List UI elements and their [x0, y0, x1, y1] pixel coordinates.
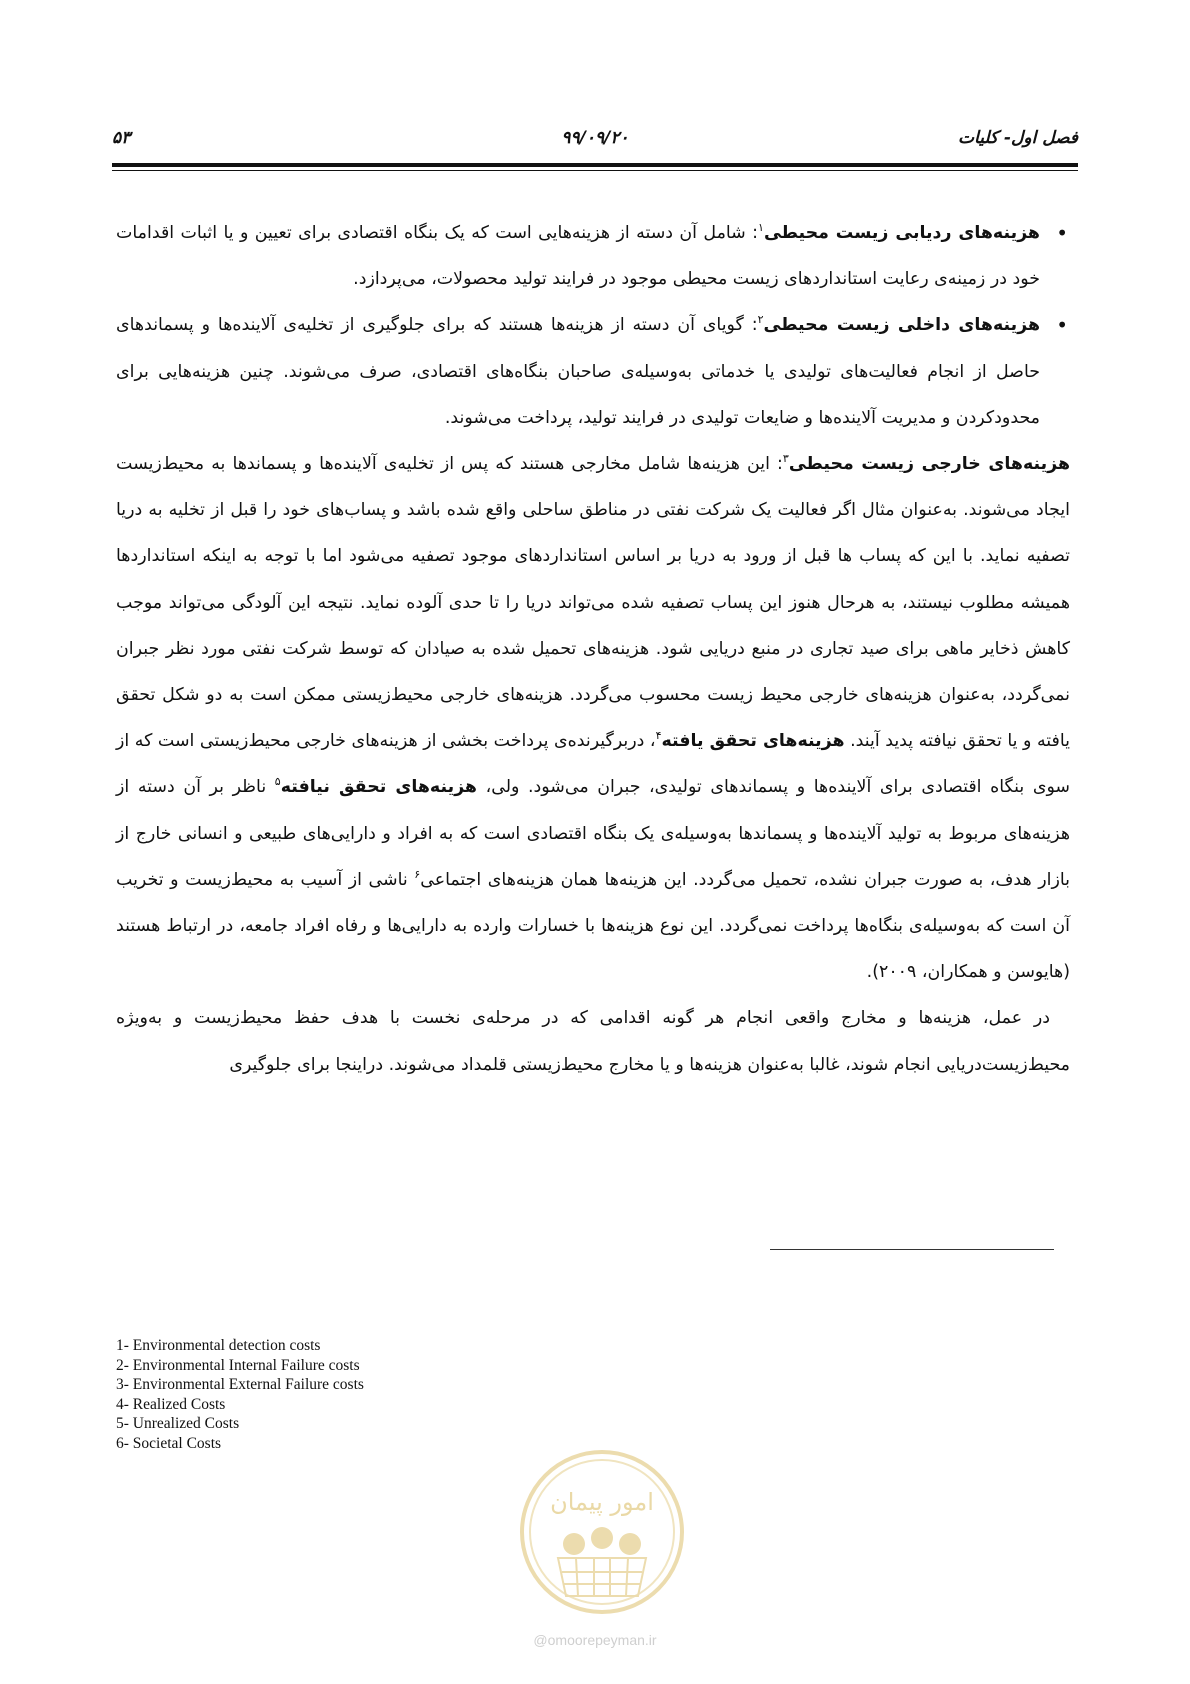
watermark-text: @omoorepeyman.ir: [533, 1632, 657, 1648]
chapter-title: فصل اول- کلیات: [958, 128, 1078, 148]
footnote-ref: ۴: [655, 729, 662, 743]
footnote-item: 6- Societal Costs: [116, 1434, 222, 1452]
bullet-text: : شامل آن دسته از هزینه‌هایی است که یک بنگاه اقتصادی برای تعیین و یا اثبات اقدامات خود در زمینه‌ی رعایت استانداردهای زیست محیطی موجود در فرایند تولید محصولات، می‌پردازد.: [116, 223, 1040, 290]
footnote-separator: [770, 1249, 1054, 1250]
term-external-costs: هزینه‌های خارجی زیست محیطی: [788, 454, 1071, 475]
footnote-item: 3- Environmental External Failure costs: [116, 1376, 364, 1394]
paragraph-external-costs: [116, 441, 1070, 995]
footnote-item: 2- Environmental Internal Failure costs: [116, 1356, 360, 1374]
footnote-ref: ۳: [782, 452, 789, 466]
body-text: [116, 210, 1070, 1088]
footnote-ref: ۶: [414, 868, 421, 882]
footnote-item: 1- Environmental detection costs: [116, 1337, 321, 1354]
paragraph-text: ناظر بر آن دسته از هزینه‌های مربوط به تولید آلاینده‌ها و پسماندها به‌وسیله‌ی یک بنگاه اقتصادی است که به افراد و دارایی‌های طبیعی و انسانی خارج از بازار هدف، به صورت جبران نشده، تحمیل می‌گردد. این هزینه‌ها همان هزینه‌های اجتماعی: [116, 777, 1070, 890]
header-rule-thick: [112, 163, 1078, 167]
footnotes: [116, 1336, 364, 1454]
footnote-ref: ۲: [757, 313, 764, 327]
term-unrealized-costs: هزینه‌های تحقق نیافته: [280, 777, 477, 798]
header-rule-thin: [112, 170, 1078, 171]
paragraph-text: : این هزینه‌ها شامل مخارجی هستند که پس از تخلیه‌ی آلاینده‌ها و پسماندها به محیط‌زیست ایجاد می‌شوند. به‌عنوان مثال اگر فعالیت یک شرکت نفتی در مناطق ساحلی واقع شده باشد و پساب‌های خود را قبل از تخلیه به دریا تصفیه نماید. با این که پساب ها قبل از ورود به دریا بر اساس استانداردهای موجود تصفیه می‌شود اما با توجه به اینکه استانداردها همیشه مطلوب نیستند، به هرحال هنوز این پساب تصفیه شده می‌تواند دریا را تا حدی آلوده نماید. نتیجه این آلودگی می‌تواند موجب کاهش ذخایر ماهی برای صید تجاری در منبع دریایی شود. هزینه‌های تحمیل شده به صیادان که توسط شرکت نفتی مورد نظر جبران نمی‌گردد، به‌عنوان هزینه‌های خارجی محیط زیست محسوب می‌گردد. هزینه‌های خارجی محیط‌زیستی ممکن است به دو شکل تحقق یافته و یا تحقق نیافته پدید آیند.: [116, 454, 1071, 752]
header-date: ۹۹/۰۹/۲۰: [561, 128, 629, 148]
page-header: [112, 128, 1078, 168]
footnote-item: 4- Realized Costs: [116, 1395, 226, 1413]
seal-logo-icon: [518, 1448, 686, 1616]
footnote-ref: ۵: [274, 775, 281, 789]
footnote-ref: ۱: [758, 221, 764, 235]
paragraph-practice: در عمل، هزینه‌ها و مخارج واقعی انجام هر گونه اقدامی که در مرحله‌ی نخست با هدف حفظ محیط‌زیست و به‌ویژه محیط‌زیست‌دریایی انجام شوند، غالبا به‌عنوان هزینه‌ها و یا مخارج محیط‌زیستی قلمداد می‌شوند. دراینجا برای جلوگیری: [116, 1008, 1070, 1075]
page-number: ۵۳: [112, 128, 131, 148]
bullet-list: [116, 210, 1070, 441]
bullet-item: [116, 210, 1040, 302]
bullet-item: [116, 302, 1040, 441]
paragraph-text: ناشی از آسیب به محیط‌زیست و تخریب آن است که به‌وسیله‌ی بنگاه‌ها پرداخت نمی‌گردد. این نوع هزینه‌ها با خسارات وارده به دارایی‌ها و رفاه افراد جامعه، در ارتباط هستند (هایوسن و همکاران، ۲۰۰۹).: [116, 869, 1070, 983]
seal-text: امور پیمان: [550, 1488, 654, 1516]
term-realized-costs: هزینه‌های تحقق یافته: [661, 731, 845, 752]
bullet-term: هزینه‌های ردیابی زیست محیطی: [763, 223, 1040, 243]
paragraph-text: ، دربرگیرنده‌ی پرداخت بخشی از هزینه‌های خارجی محیط‌زیستی است که از سوی بنگاه اقتصادی برای آلاینده‌ها و پسماندهای تولیدی، جبران می‌شود. ولی،: [116, 731, 1070, 798]
footnote-item: 5- Unrealized Costs: [116, 1415, 240, 1433]
bullet-term: هزینه‌های داخلی زیست محیطی: [763, 315, 1041, 336]
bullet-text: : گویای آن دسته از هزینه‌ها هستند که برای جلوگیری از تخلیه‌ی آلاینده‌ها و پسماندهای حاصل از انجام فعالیت‌های تولیدی یا خدماتی به‌وسیله‌ی صاحبان بنگاه‌های اقتصادی، صرف می‌شوند. چنین هزینه‌هایی برای محدودکردن و مدیریت آلاینده‌ها و ضایعات تولیدی در فرایند تولید، پرداخت می‌شوند.: [116, 315, 1040, 428]
